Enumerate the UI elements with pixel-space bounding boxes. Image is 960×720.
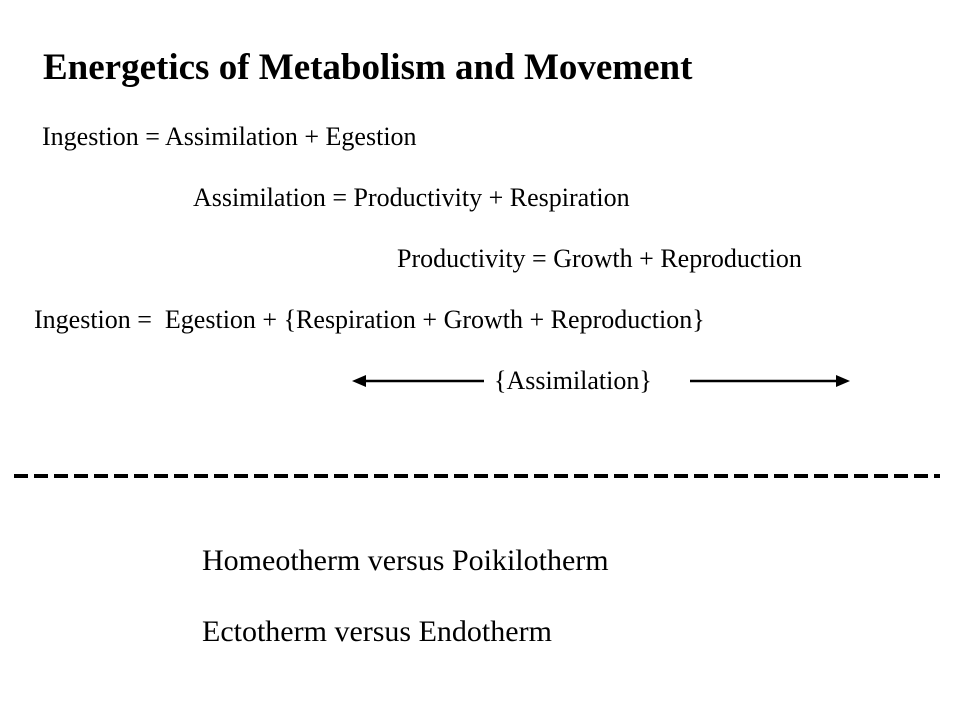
right-arrow-icon xyxy=(690,375,850,387)
dashed-divider xyxy=(14,474,940,478)
equation-productivity: Productivity = Growth + Reproduction xyxy=(397,244,802,273)
left-arrow-icon xyxy=(352,375,484,387)
assimilation-bracket-label: {Assimilation} xyxy=(494,366,652,395)
slide-title: Energetics of Metabolism and Movement xyxy=(43,47,693,88)
equation-ingestion-expanded: Ingestion = Egestion + {Respiration + Growth + Reproduction} xyxy=(34,305,705,334)
equation-assimilation: Assimilation = Productivity + Respiration xyxy=(193,183,630,212)
comparison-ectotherm-endotherm: Ectotherm versus Endotherm xyxy=(202,615,552,648)
equation-ingestion: Ingestion = Assimilation + Egestion xyxy=(42,122,417,151)
comparison-homeotherm-poikilotherm: Homeotherm versus Poikilotherm xyxy=(202,544,609,577)
